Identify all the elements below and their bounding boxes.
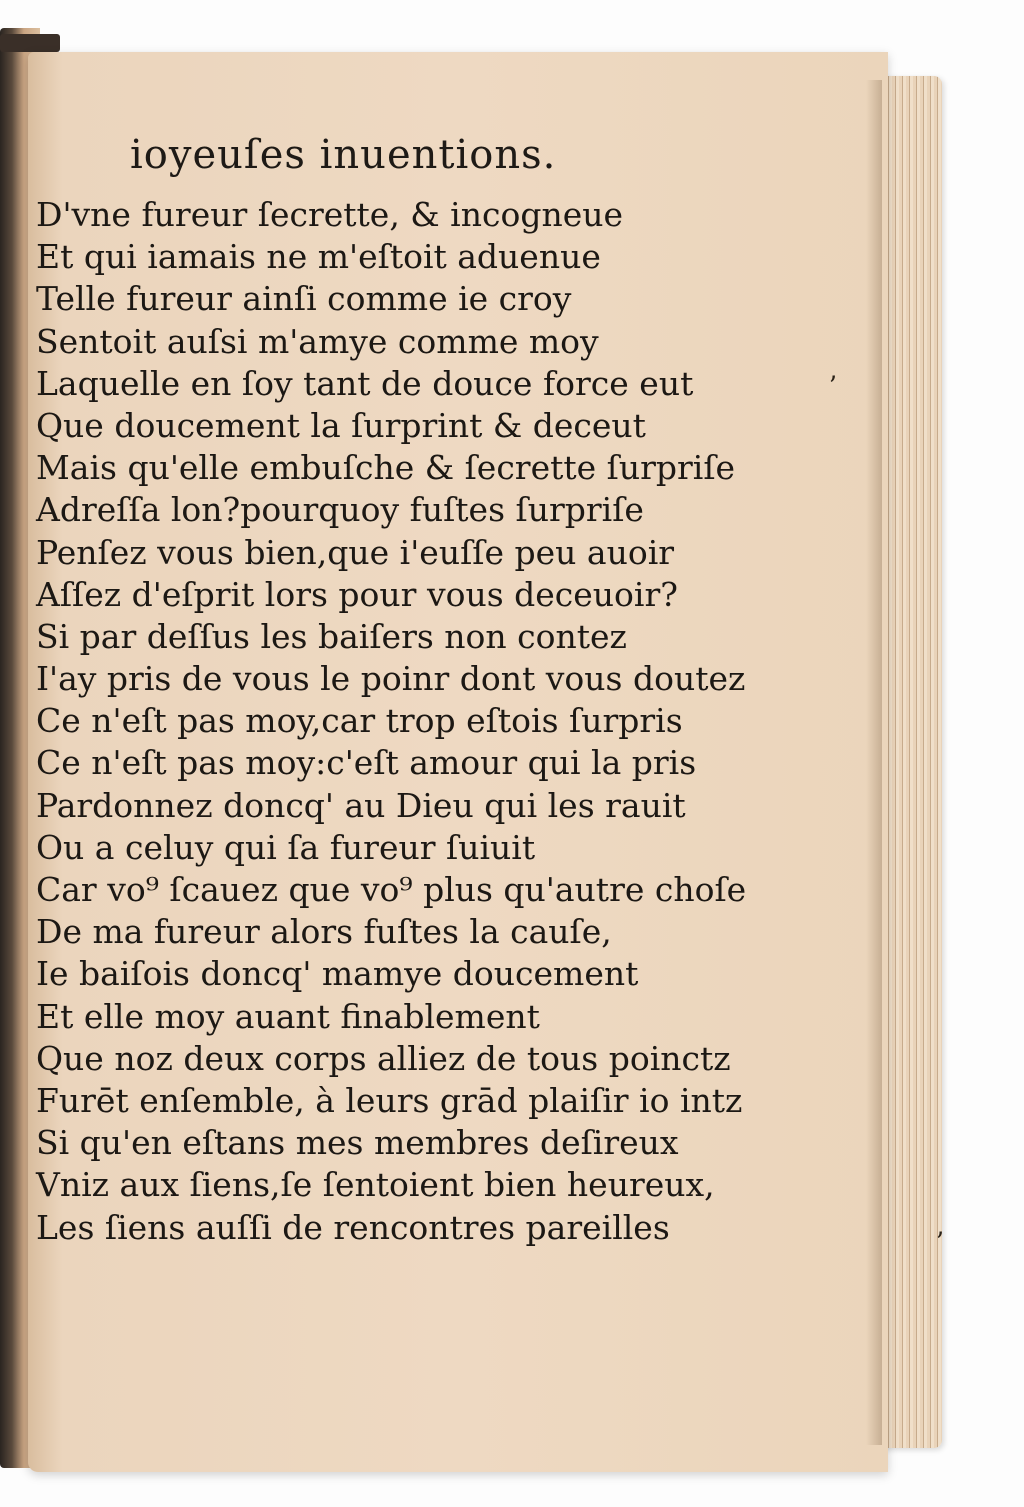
verse-line: De ma fureur alors fuſtes la cauſe, [36, 912, 612, 952]
verse-line: Ce n'eſt pas moy,car trop eſtois ſurpris [36, 701, 683, 741]
verse-line: Et qui iamais ne m'eſtoit aduenue [36, 237, 601, 277]
verse-line: Que doucement la ſurprint & deceut [36, 405, 646, 445]
verse-line: Pardonnez doncq' au Dieu qui les rauit [36, 785, 686, 825]
verse-line: Ie baiſois doncq' mamye doucement [36, 954, 639, 994]
book-binding [0, 34, 60, 52]
verse-line: Car vo⁹ ſcauez que vo⁹ plus qu'autre choſe [36, 870, 747, 909]
verse-line: I'ay pris de vous le poinr dont vous doutez [36, 659, 746, 699]
verse-line: Vniz aux ſiens,ſe ſentoient bien heureux, [36, 1165, 715, 1205]
verse-line: Si par deſſus les baiſers non contez [36, 616, 627, 656]
verse-line: Les ſiens auſſi de rencontres pareilles [36, 1207, 670, 1247]
verse-line: Et elle moy auant finablement [36, 996, 540, 1036]
edge-mark: ʼ [935, 1228, 944, 1258]
page-gutter-shadow [866, 80, 882, 1445]
verse-line: Que noz deux corps alliez de tous poinctz [36, 1038, 731, 1078]
verse-line: Adreſſa lon?pourquoy fuſtes ſurpriſe [36, 490, 644, 530]
verse-line: Telle fureur ainſi comme ie croy [36, 279, 572, 319]
verse-line: Ce n'eſt pas moy:c'eſt amour qui la pris [36, 743, 697, 783]
margin-mark: ʼ [828, 372, 837, 402]
verse-line: Mais qu'elle embuſche & ſecrette ſurpriſe [36, 448, 736, 488]
verse-line: Penſez vous bien,que i'euſſe peu auoir [36, 532, 675, 572]
verse-line: Laquelle en ſoy tant de douce force eut [36, 363, 694, 403]
verse-line: Aſſez d'eſprit lors pour vous deceuoir? [36, 574, 678, 614]
verse-text [36, 194, 796, 1249]
verse-line: Si qu'en eſtans mes membres deſireux [36, 1123, 679, 1163]
verse-line: D'vne fureur ſecrette, & incogneue [36, 195, 624, 234]
running-header: ioyeuſes inuentions. [130, 132, 557, 178]
verse-line: Sentoit auſsi m'amye comme moy [36, 321, 599, 361]
verse-line: Furēt enſemble, à leurs grād plaiſir io intz [36, 1080, 743, 1120]
verse-line: Ou a celuy qui ſa fureur ſuiuit [36, 827, 536, 867]
